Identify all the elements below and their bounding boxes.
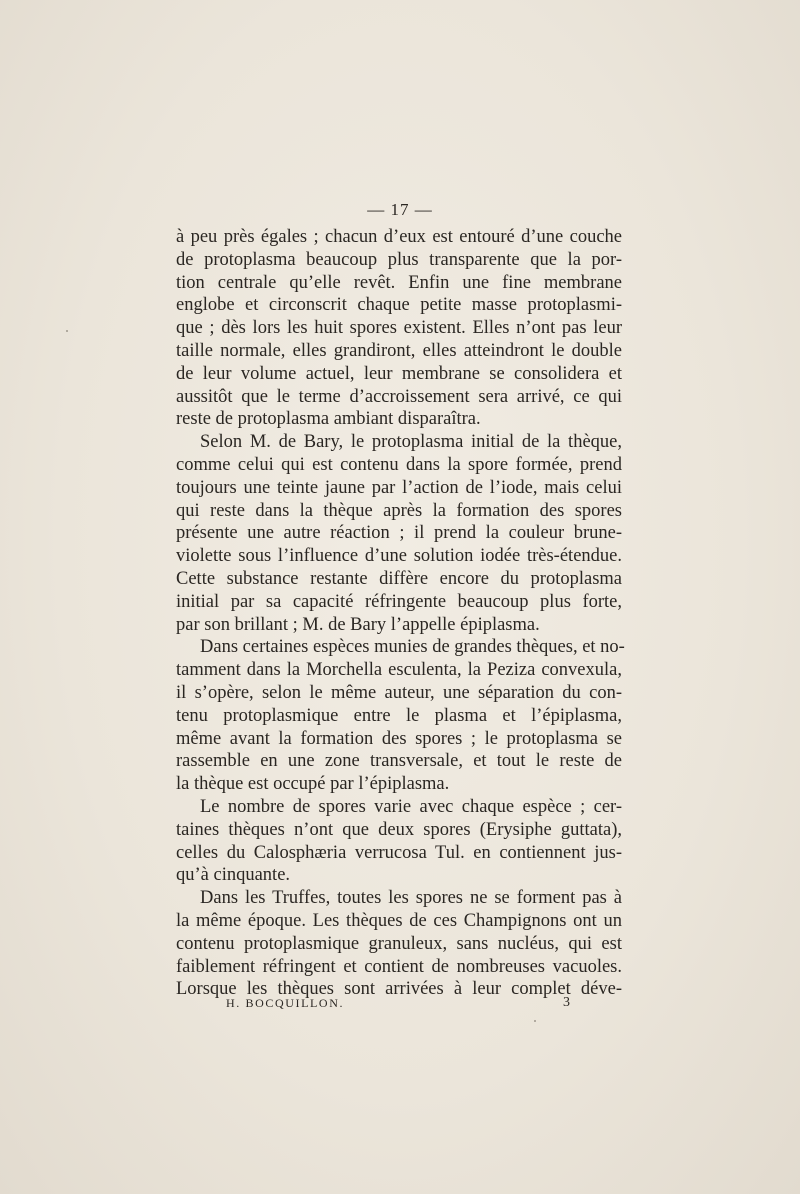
text-line: Selon M. de Bary, le protoplasma initial de la thèque,: [200, 432, 622, 453]
text-line: taille normale, elles grandiront, elles atteindront le double: [176, 340, 622, 361]
text-line: tion centrale qu’elle revêt. Enfin une fine membrane: [176, 272, 622, 293]
text-line: qui reste dans la thèque après la formation des spores: [176, 500, 622, 521]
text-line: initial par sa capacité réfringente beaucoup plus forte,: [176, 591, 622, 612]
footer-signature: 3: [563, 995, 570, 1010]
text-line: que ; dès lors les huit spores existent. Elles n’ont pas leur: [176, 318, 622, 339]
text-line: englobe et circonscrit chaque petite masse protoplasmi-: [176, 295, 622, 316]
text-line: faiblement réfringent et contient de nombreuses vacuoles.: [176, 956, 622, 977]
page-number: — 17 —: [367, 200, 433, 219]
text-line: Cette substance restante diffère encore du protoplasma: [176, 568, 622, 589]
text-line: la thèque est occupé par l’épiplasma.: [176, 774, 450, 795]
text-line: de protoplasma beaucoup plus transparente que la por-: [176, 249, 622, 270]
text-line: reste de protoplasma ambiant disparaîtra.: [176, 409, 481, 430]
text-line: Lorsque les thèques sont arrivées à leur complet déve-: [176, 979, 622, 1000]
text-line: à peu près égales ; chacun d’eux est entouré d’une couche: [176, 227, 622, 247]
footer-author: H. BOCQUILLON.: [226, 996, 345, 1010]
text-line: la même époque. Les thèques de ces Champignons ont un: [176, 910, 622, 931]
text-line: tenu protoplasmique entre le plasma et l’épiplasma,: [176, 705, 622, 726]
text-line: toujours une teinte jaune par l’action de l’iode, mais celui: [176, 477, 622, 498]
text-line: qu’à cinquante.: [176, 865, 291, 886]
text-line: violette sous l’influence d’une solution iodée très-étendue.: [176, 546, 622, 567]
text-line: même avant la formation des spores ; le protoplasma se: [176, 728, 622, 749]
text-line: rassemble en une zone transversale, et tout le reste de: [176, 751, 622, 772]
text-line: Le nombre de spores varie avec chaque espèce ; cer-: [200, 796, 622, 817]
text-line: comme celui qui est contenu dans la spore formée, prend: [176, 454, 622, 475]
text-line: Dans certaines espèces munies de grandes thèques, et no-: [200, 637, 625, 658]
text-line: contenu protoplasmique granuleux, sans nucléus, qui est: [176, 933, 622, 954]
text-line: celles du Calosphæria verrucosa Tul. en contiennent jus-: [176, 842, 622, 863]
text-line: aussitôt que le terme d’accroissement sera arrivé, ce qui: [176, 386, 622, 407]
text-line: présente une autre réaction ; il prend la couleur brune-: [176, 523, 622, 544]
text-line: il s’opère, selon le même auteur, une séparation du con-: [176, 682, 622, 703]
paper-speck: [66, 330, 68, 332]
text-line: tamment dans la Morchella esculenta, la Peziza convexula,: [176, 660, 622, 681]
page-footer: [0, 996, 800, 1016]
text-line: de leur volume actuel, leur membrane se consolidera et: [176, 363, 622, 384]
text-line: Dans les Truffes, toutes les spores ne se forment pas à: [200, 888, 622, 909]
paper-speck: [534, 1020, 536, 1022]
body-text: [176, 226, 625, 1001]
text-line: taines thèques n’ont que deux spores (Erysiphe guttata),: [176, 819, 622, 840]
text-line: par son brillant ; M. de Bary l’appelle épiplasma.: [176, 614, 540, 635]
